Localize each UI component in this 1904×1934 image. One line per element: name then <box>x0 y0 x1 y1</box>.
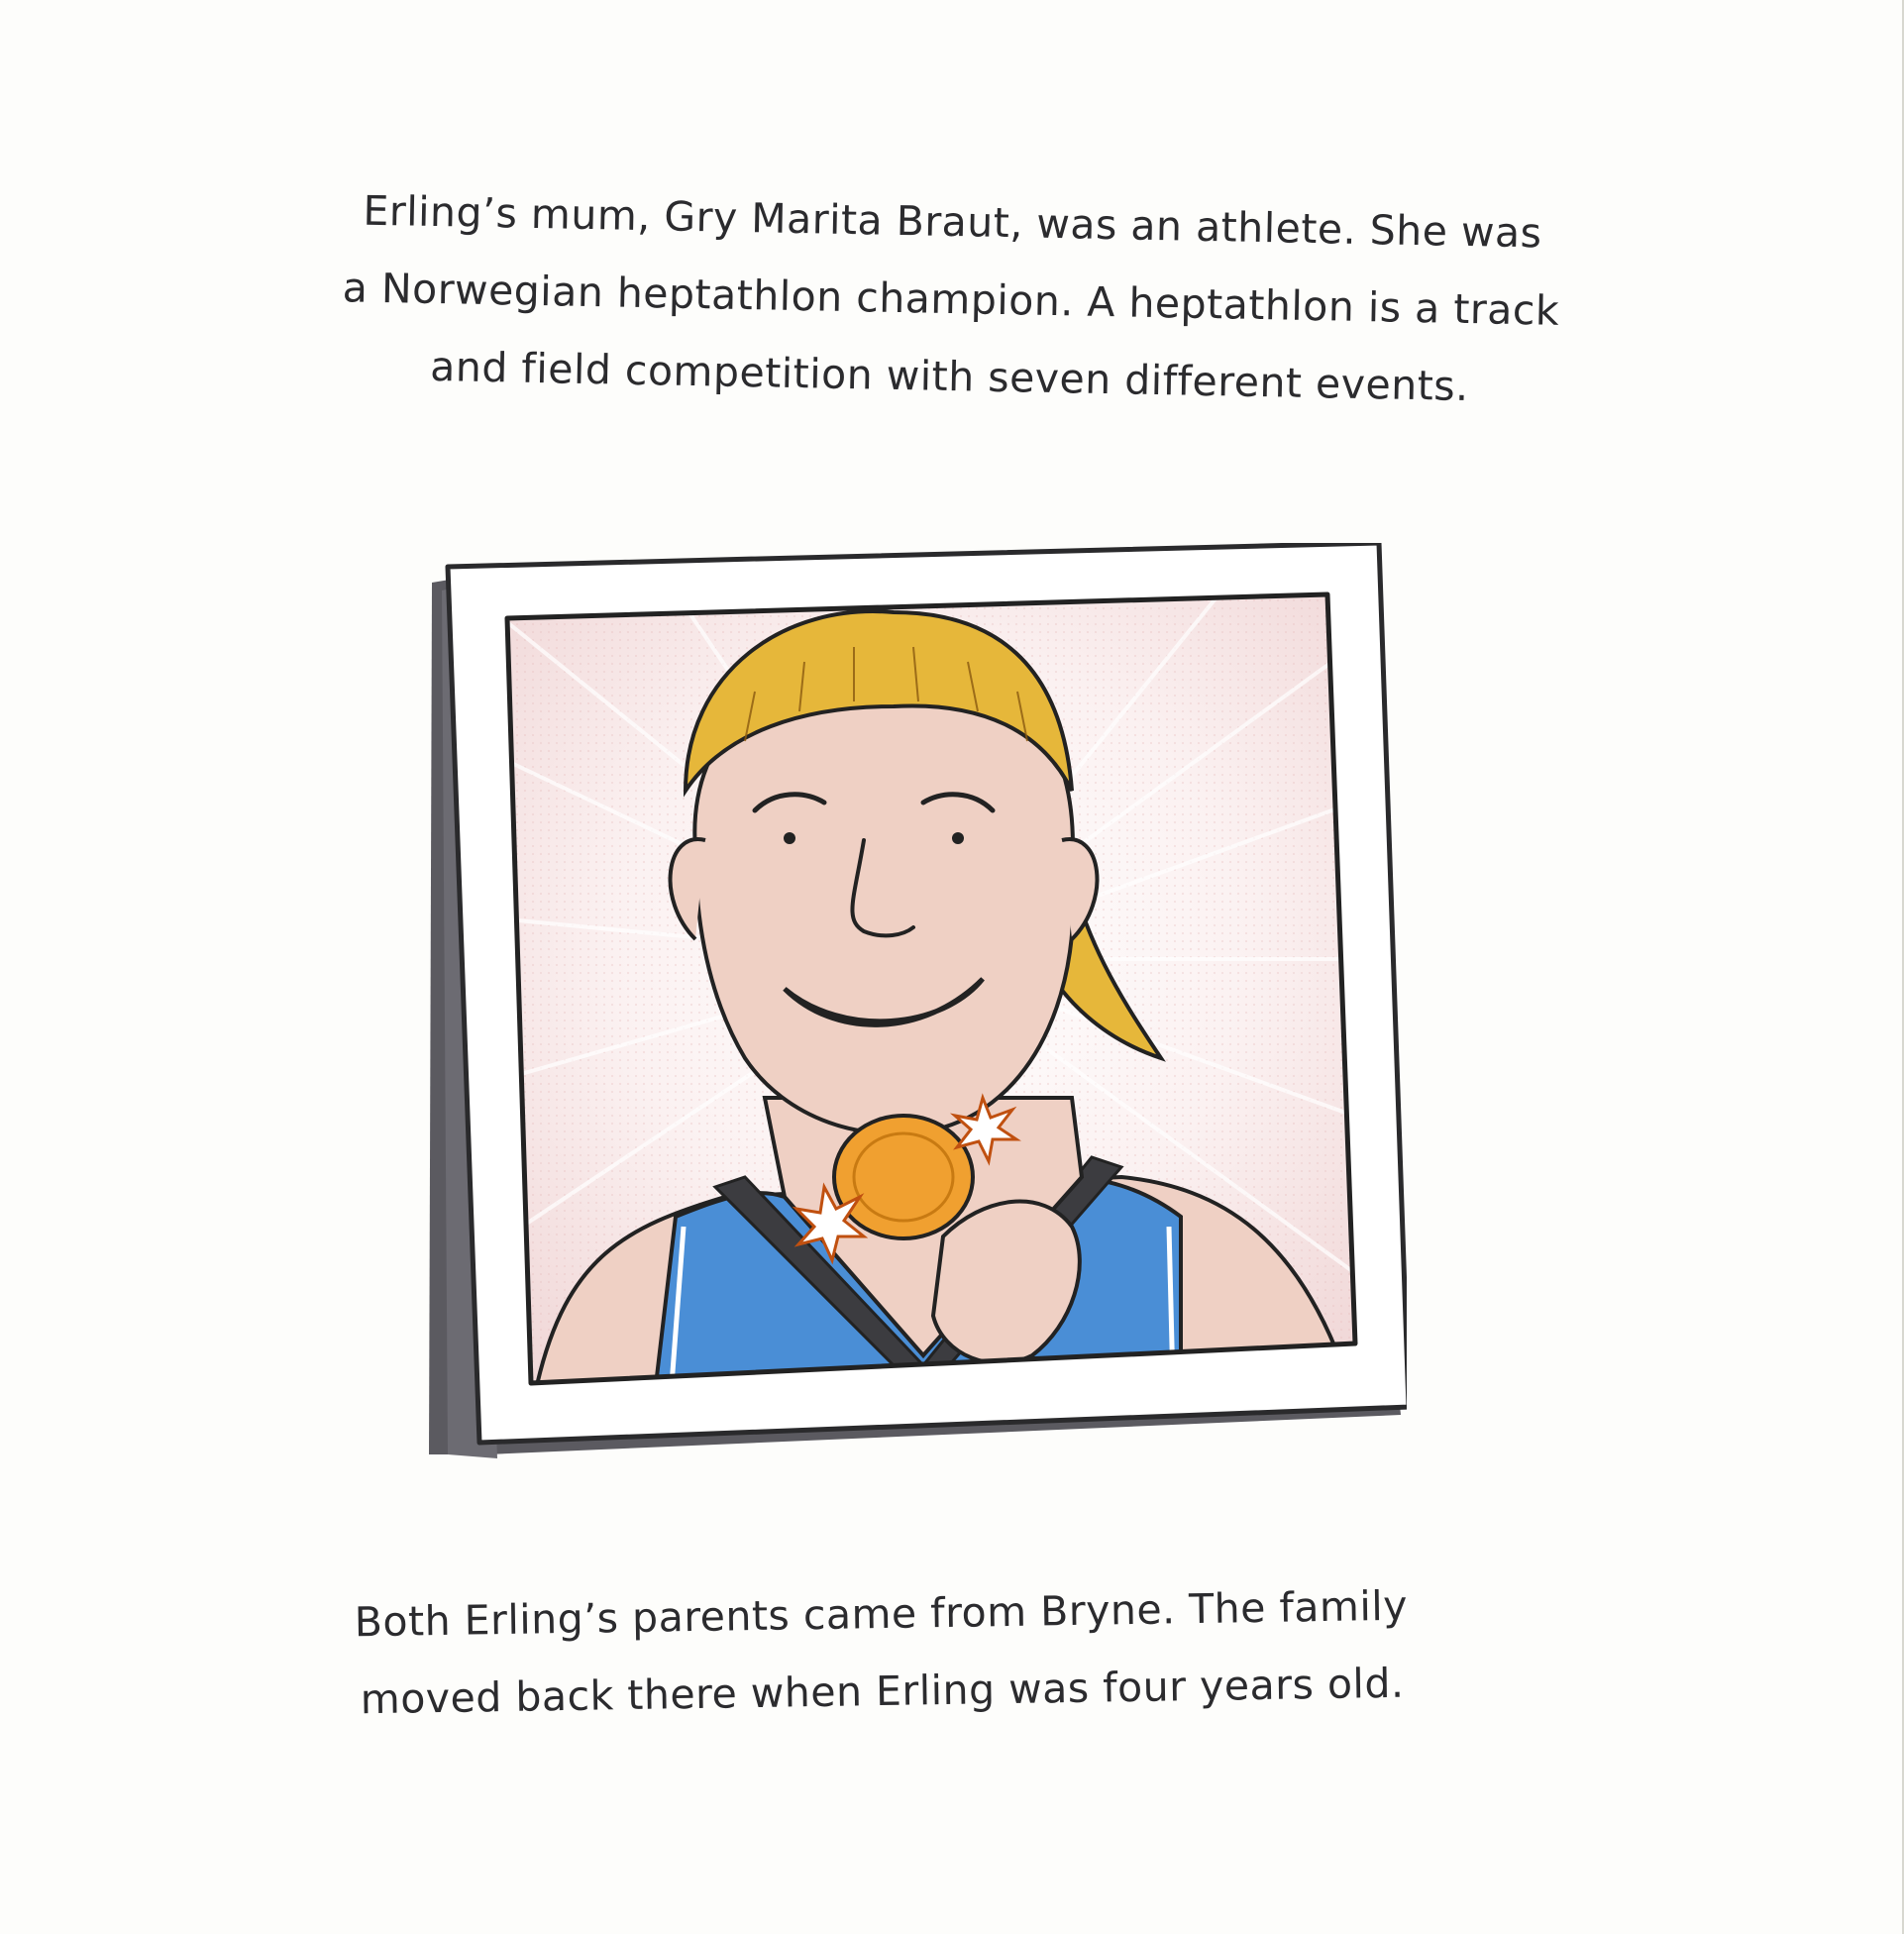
top-paragraph-line-2: a Norwegian heptathlon champion. A heptathlon is a track <box>342 264 1560 335</box>
top-paragraph <box>196 168 1706 429</box>
left-eye <box>784 832 795 844</box>
bottom-paragraph-line-1: Both Erling’s parents came from Bryne. The family <box>354 1581 1409 1647</box>
top-paragraph-line-3: and field competition with seven different events. <box>429 342 1470 411</box>
top-paragraph-line-1: Erling’s mum, Gry Marita Braut, was an athlete. She was <box>363 186 1542 258</box>
photo-frame-illustration <box>428 543 1407 1462</box>
bottom-paragraph-line-2: moved back there when Erling was four years old. <box>360 1659 1405 1724</box>
bottom-paragraph <box>197 1564 1566 1741</box>
right-eye <box>952 832 964 844</box>
